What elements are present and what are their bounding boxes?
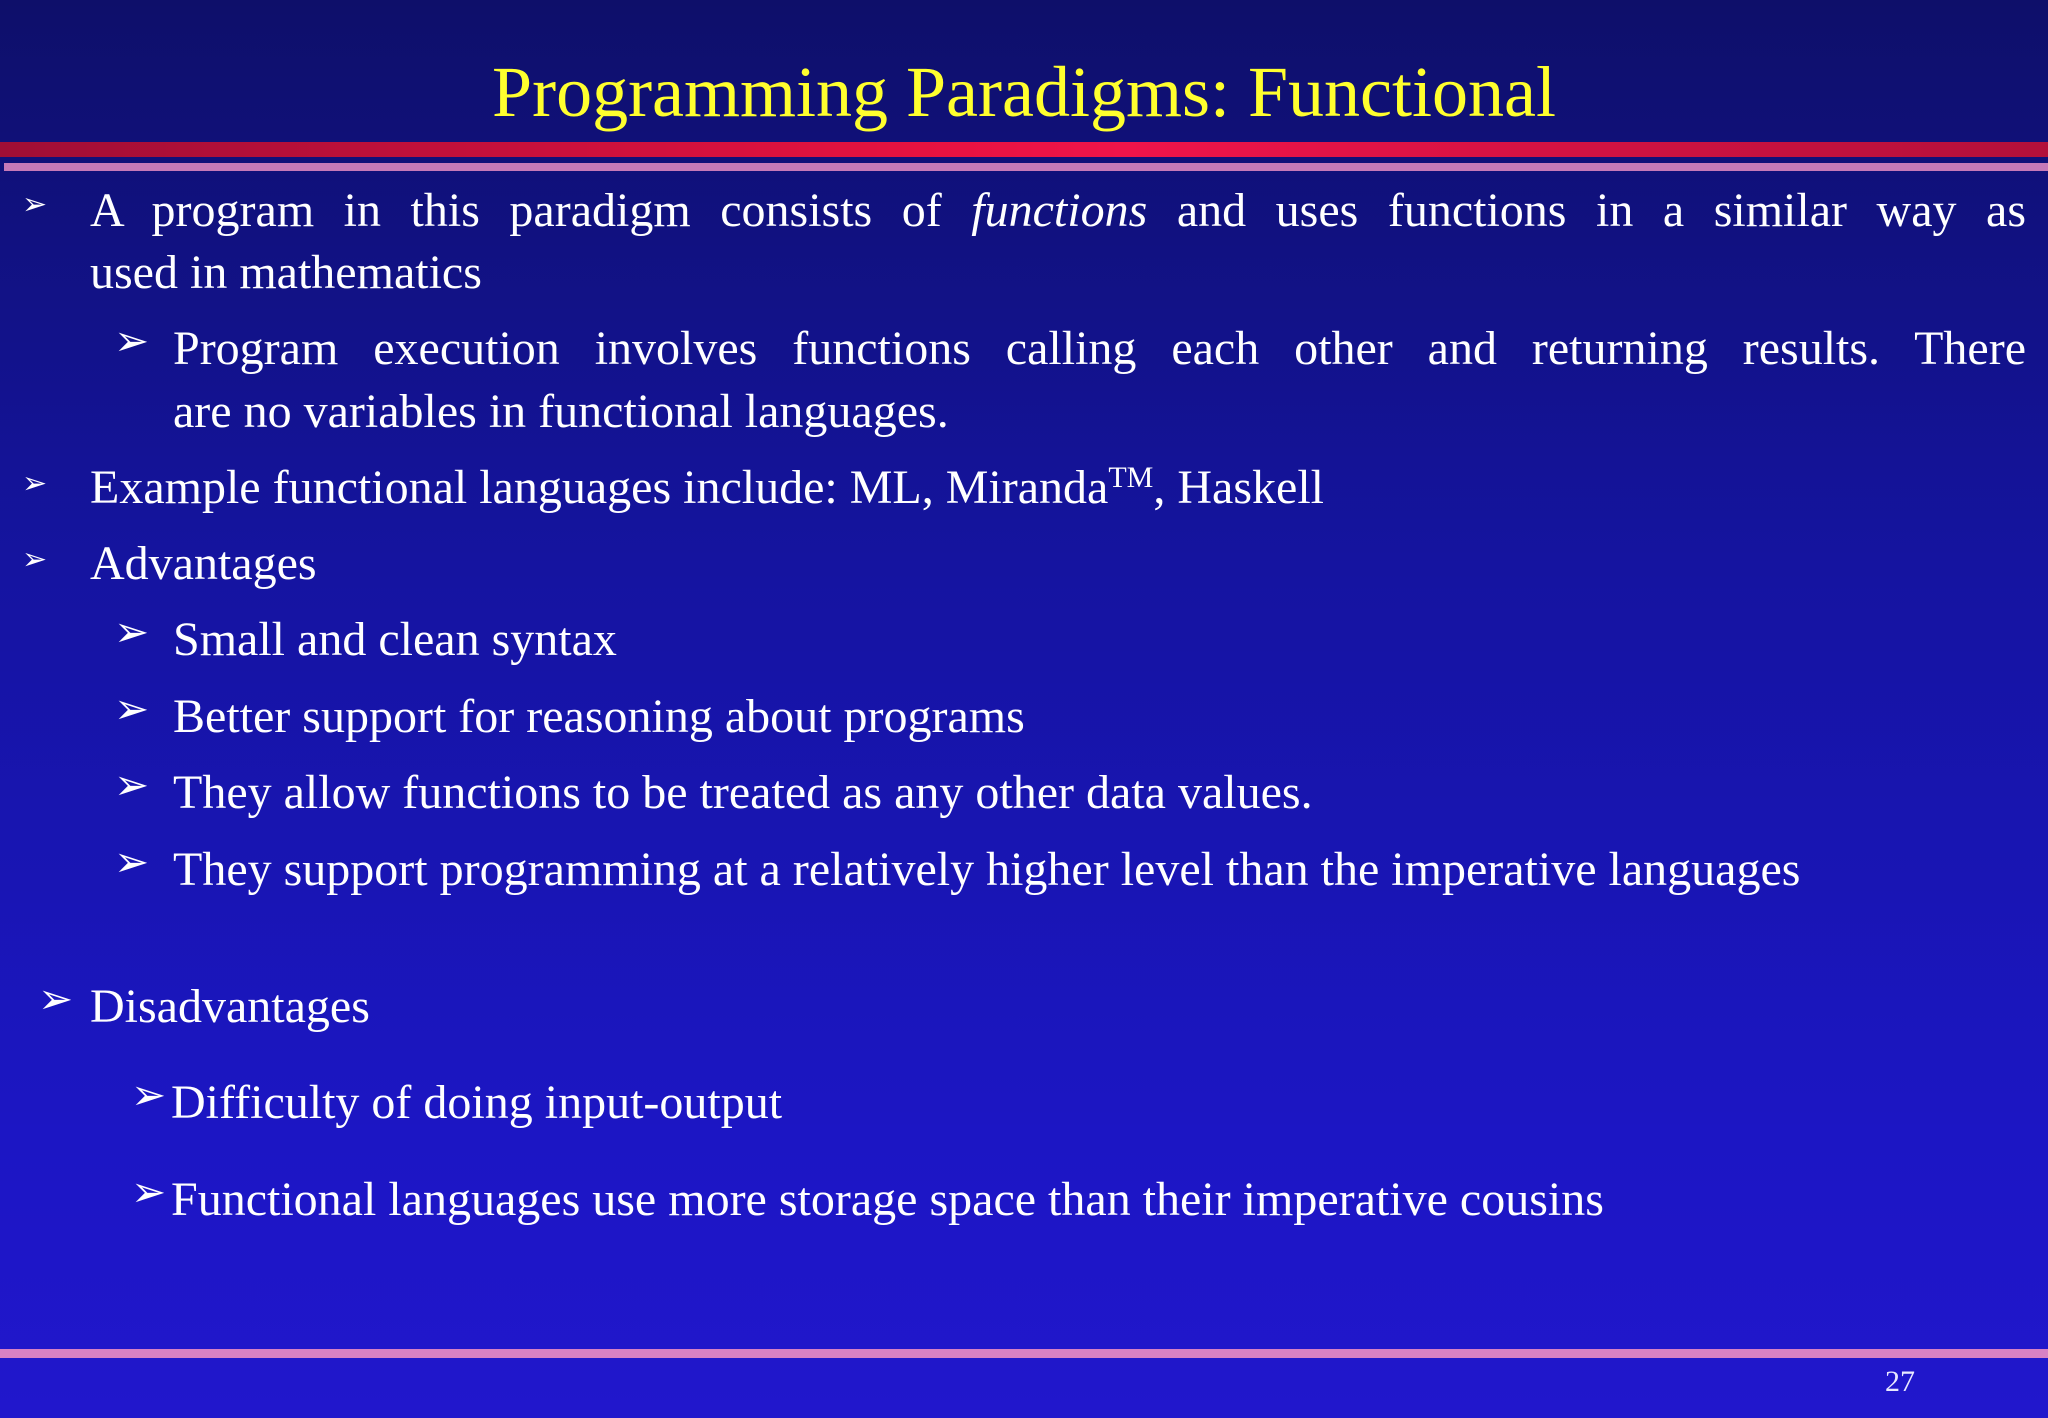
- bullet-examples: [90, 457, 1324, 519]
- bullet-functions-intro-continuation: used in mathematics: [90, 246, 482, 299]
- sub-bullet-arrow-icon: ➢: [131, 1070, 167, 1119]
- bullet-text: Example functional languages include: ML, Miranda: [90, 461, 1109, 514]
- page-number: 27: [1885, 1365, 1915, 1398]
- bullet-functions-intro: [90, 180, 2026, 242]
- sub-bullet-arrow-icon: ➢: [114, 837, 150, 886]
- bullet-arrow-icon: ➢: [22, 542, 48, 577]
- slide-title: Programming Paradigms: Functional: [492, 52, 1556, 132]
- advantage-item: Small and clean syntax: [173, 613, 617, 666]
- emphasis-functions: functions: [971, 184, 1148, 237]
- bullet-arrow-icon: ➢: [22, 466, 48, 501]
- title-divider-red: [0, 142, 2048, 157]
- disadvantage-item: Functional languages use more storage space than their imperative cousins: [171, 1173, 1604, 1226]
- sub-bullet-arrow-icon: ➢: [114, 760, 150, 809]
- sub-bullet-arrow-icon: ➢: [114, 607, 150, 656]
- sub-bullet-arrow-icon: ➢: [131, 1167, 167, 1216]
- advantage-item: They support programming at a relatively higher level than the imperative languages: [173, 843, 1801, 896]
- advantages-heading: Advantages: [90, 537, 317, 590]
- disadvantage-item: Difficulty of doing input-output: [171, 1076, 783, 1129]
- bullet-text: A program in this paradigm consists of: [90, 184, 942, 237]
- disadvantages-heading: Disadvantages: [90, 980, 370, 1033]
- bullet-text: and uses functions in a similar way as: [1176, 184, 2027, 237]
- trademark-symbol: TM: [1108, 461, 1154, 494]
- sub-bullet-execution-continuation: are no variables in functional languages.: [173, 385, 949, 438]
- advantage-item: Better support for reasoning about programs: [173, 690, 1025, 743]
- footer-divider: [0, 1349, 2048, 1358]
- advantage-item: They allow functions to be treated as any other data values.: [173, 766, 1313, 819]
- bullet-arrow-icon: ➢: [22, 187, 48, 222]
- bullet-text: , Haskell: [1153, 461, 1324, 514]
- title-divider-pink: [4, 163, 2048, 171]
- sub-bullet-arrow-icon: ➢: [114, 684, 150, 733]
- sub-bullet-execution: Program execution involves functions calling each other and returning results. There: [173, 322, 2026, 375]
- bullet-arrow-icon: ➢: [38, 974, 74, 1023]
- sub-bullet-arrow-icon: ➢: [114, 316, 150, 365]
